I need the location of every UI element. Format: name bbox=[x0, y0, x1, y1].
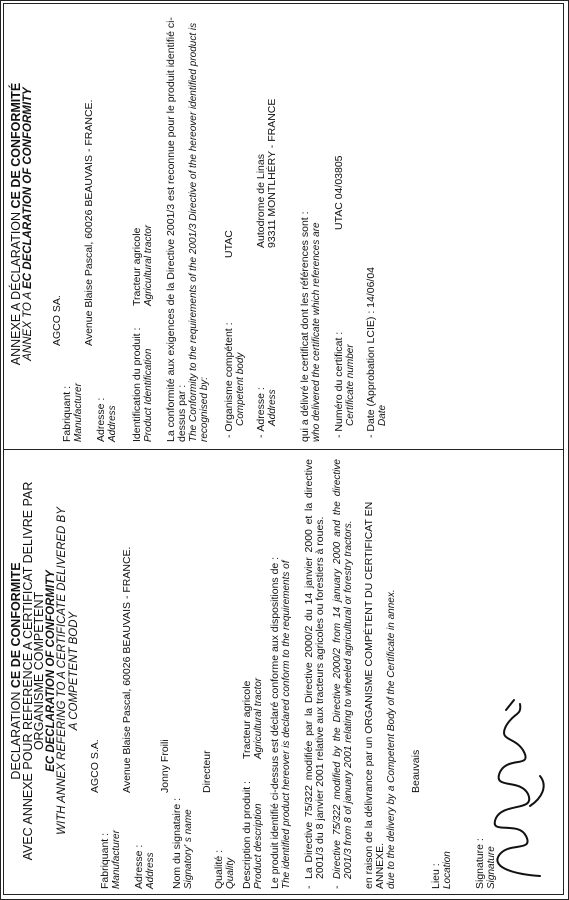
bullet-dash: - bbox=[223, 434, 235, 438]
delivery-en: due to the delivery by a Competent Body of the Certificate in annex. bbox=[386, 589, 397, 889]
address-value: Avenue Blaise Pascal, 60026 BEAUVAIS - FRANCE. bbox=[83, 99, 95, 346]
address-label: Adresse : bbox=[95, 397, 107, 442]
manufacturer-value: AGCO SA. bbox=[51, 295, 63, 346]
manufacturer-value: AGCO S.A. bbox=[89, 739, 101, 793]
product-value-en: Agricultural tractor bbox=[143, 224, 154, 306]
directive-en-item bbox=[332, 459, 354, 889]
signature-label: Signature : bbox=[474, 838, 486, 889]
declaration-title-line3: ORGANISME COMPETENT bbox=[32, 591, 46, 751]
bullet-dash: - bbox=[255, 434, 267, 438]
body-address-label-en: Address bbox=[267, 389, 278, 426]
signatory-value: Jonny Froili bbox=[159, 739, 171, 793]
body-address-line1: Autodrome de Linas bbox=[255, 154, 267, 248]
manufacturer-label: Fabriquant : bbox=[61, 385, 73, 442]
delivered-paragraph bbox=[300, 6, 322, 442]
declaration-title-prefix: DECLARATION bbox=[9, 688, 23, 780]
product-value: Tracteur agricole bbox=[131, 227, 143, 306]
competent-body-label: Organisme compétent : bbox=[223, 322, 235, 432]
product-label: Identification du produit : bbox=[131, 327, 143, 442]
declared-en: The identified product hereover is declared conform to the requirements of bbox=[281, 560, 292, 889]
quality-label-en: Quality bbox=[225, 857, 236, 889]
conformity-en: The Conformity to the requirements of the 2001/3 Directive of the hereover identified product is recognised by: bbox=[188, 22, 210, 442]
declaration-title-line4: EC DECLARATION OF CONFORMITY bbox=[44, 570, 57, 772]
delivery-paragraph bbox=[364, 459, 397, 889]
address-value: Avenue Blaise Pascal, 60026 BEAUVAIS - FRANCE. bbox=[121, 546, 133, 793]
declaration-title-bold: CE DE CONFORMITE bbox=[9, 562, 23, 689]
manufacturer-label-en: Manufacturer bbox=[73, 383, 84, 442]
product-description-label: Description du produit : bbox=[241, 781, 253, 889]
competent-body-label-en: Competent body bbox=[235, 352, 246, 426]
date-label-en: Date bbox=[377, 404, 388, 426]
annex-title-prefix: ANNEXE A DÉCLARATION bbox=[9, 208, 23, 366]
product-description-value: Tracteur agricole bbox=[241, 680, 253, 759]
manufacturer-label-en: Manufacturer bbox=[111, 830, 122, 889]
conformity-paragraph bbox=[166, 12, 210, 442]
bullet-dash: - bbox=[303, 885, 315, 889]
quality-value: Directeur bbox=[201, 750, 213, 793]
declaration-address-row bbox=[122, 453, 156, 889]
place-row bbox=[411, 453, 467, 889]
directive-fr-item bbox=[304, 459, 326, 889]
address-label-en: Address bbox=[145, 852, 156, 889]
delivered-fr: qui a délivré le certificat dont les références sont : bbox=[299, 211, 311, 442]
body-address-row bbox=[256, 6, 300, 442]
bullet-dash: - bbox=[332, 885, 343, 889]
signatory-label-en: Signatory' s name bbox=[183, 809, 194, 889]
annex-panel bbox=[7, 6, 562, 446]
directive-en: Directive 75/322 modified by the Directive 2000/2 from 14 january 2000 and the directive 2001/3 from 8 of january 2001 relating to wheeled agricultural or forestry tractors. bbox=[332, 459, 354, 879]
declaration-title bbox=[11, 453, 80, 889]
directive-fr: La Directive 75/322 modifiée par la Directive 2000/2 du 14 janvier 2000 et la directive 2001/3 du 8 janvier 2001 relative aux tracteurs agricoles ou forestiers à roues. bbox=[303, 459, 326, 879]
bullet-dash: - bbox=[333, 434, 345, 438]
certificate-row bbox=[334, 6, 366, 442]
manufacturer-label: Fabriquant : bbox=[99, 832, 111, 889]
date-row bbox=[366, 6, 390, 442]
competent-body-value: UTAC bbox=[223, 230, 235, 258]
quality-row bbox=[196, 453, 238, 889]
certificate-value: UTAC 04/03805 bbox=[333, 155, 345, 230]
body-address-line2: 93311 MONTLHÉRY - FRANCE bbox=[266, 98, 278, 248]
address-label: Adresse : bbox=[133, 844, 145, 889]
annex-subtitle-prefix: ANNEX TO A bbox=[21, 288, 34, 361]
product-description-value-en: Agricultural tractor bbox=[253, 677, 264, 759]
annex-manufacturer-row bbox=[48, 6, 84, 442]
declaration-manufacturer-row bbox=[86, 453, 122, 889]
certificate-label-en: Certificate number bbox=[345, 344, 356, 426]
quality-label: Qualité : bbox=[213, 849, 225, 889]
delivered-en: who delivered the certificate which references are bbox=[311, 222, 322, 442]
date-label: Date (Approbation LCIE) : 14/06/04 bbox=[365, 266, 377, 432]
place-label: Lieu : bbox=[430, 863, 442, 889]
annex-title-bold: CE DE CONFORMITÉ bbox=[9, 82, 23, 209]
annex-address-row bbox=[84, 6, 128, 442]
place-label-en: Location bbox=[442, 851, 453, 889]
signatory-label: Nom du signataire : bbox=[171, 797, 183, 889]
handwritten-signature bbox=[470, 686, 554, 886]
conformity-fr: La conformité aux exigences de la Directive 2001/3 est reconnue pour le produit identifié ci-dessus par : bbox=[165, 17, 188, 442]
product-label-en: Product Identification bbox=[143, 348, 154, 442]
declaration-title-line2: AVEC ANNEXE POUR REFERENCE A CERTIFICAT DELIVRE PAR bbox=[20, 481, 35, 861]
annex-subtitle-bold: EC DECLARATION OF CONFORMITY bbox=[21, 87, 34, 289]
annex-product-row bbox=[128, 6, 166, 442]
declared-fr: Le produit identifié ci-dessus est déclaré conforme aux dispositions de : bbox=[269, 556, 281, 889]
declaration-title-line6: A COMPETENT BODY bbox=[67, 611, 80, 731]
product-description-label-en: Product description bbox=[253, 803, 264, 889]
delivery-fr: en raison de la délivrance par un ORGANISME COMPÉTENT DU CERTIFICAT EN ANNEXE. bbox=[363, 501, 386, 889]
product-description-row bbox=[238, 453, 270, 889]
certificate-label: Numéro du certificat : bbox=[333, 331, 345, 432]
signature-label-en: Signature bbox=[486, 846, 497, 889]
declared-paragraph bbox=[270, 453, 292, 889]
signatory-row bbox=[156, 453, 196, 889]
declaration-title-line5: WITH ANNEX REFERING TO A CERTIFICATE DELIVERED BY bbox=[56, 507, 68, 835]
body-address-label: Adresse : bbox=[255, 387, 267, 432]
place-value: Beauvais bbox=[410, 749, 422, 793]
bullet-dash: - bbox=[365, 434, 377, 438]
annex-title bbox=[11, 6, 34, 442]
competent-body-row bbox=[224, 6, 256, 442]
section-divider bbox=[4, 449, 563, 450]
address-label-en: Address bbox=[107, 405, 118, 442]
